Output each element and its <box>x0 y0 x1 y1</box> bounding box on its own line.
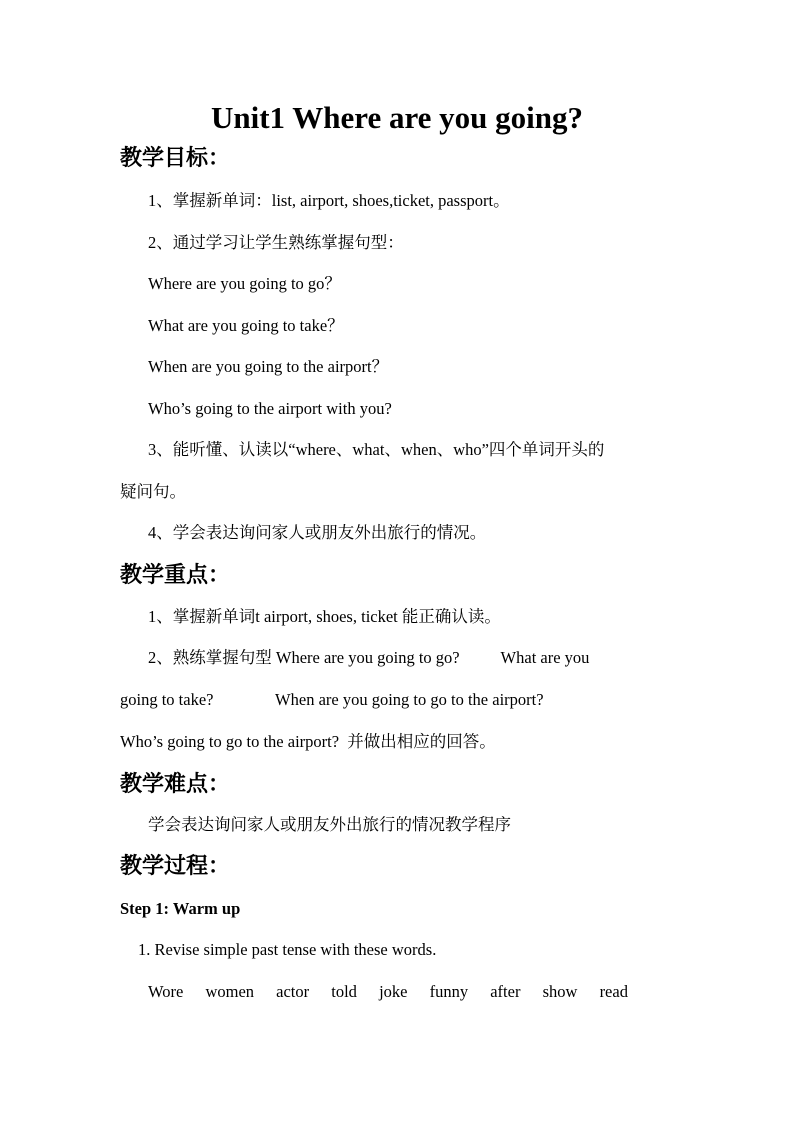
document-title: Unit1 Where are you going? <box>210 100 583 135</box>
objectives-line-4: What are you going to take？ <box>148 316 344 335</box>
objectives-line-5: When are you going to the airport？ <box>148 357 389 376</box>
word-item: show <box>542 982 578 1001</box>
word-item: read <box>599 982 628 1001</box>
key-points-line-1: 1、掌握新单词t airport, shoes, ticket 能正确认读。 <box>148 607 501 626</box>
word-item: women <box>205 982 255 1001</box>
process-heading: 教学过程： <box>120 854 231 879</box>
objectives-line-8: 疑问句。 <box>120 482 186 501</box>
difficulties-heading: 教学难点： <box>120 772 231 797</box>
objectives-line-9: 4、学会表达询问家人或朋友外出旅行的情况。 <box>148 523 487 542</box>
word-item: after <box>490 982 521 1001</box>
objectives-line-3: Where are you going to go？ <box>148 274 341 293</box>
objectives-line-2: 2、通过学习让学生熟练掌握句型： <box>148 233 404 252</box>
key-points-line-2: 2、熟练掌握句型 Where are you going to go? What are you <box>148 648 590 667</box>
word-item: Wore <box>148 982 184 1001</box>
key-points-line-4: Who’s going to go to the airport? 并做出相应的回答。 <box>120 732 496 751</box>
key-points-line-3: going to take? When are you going to go to the airport? <box>120 690 544 709</box>
objectives-heading: 教学目标： <box>120 146 231 171</box>
key-points-heading: 教学重点： <box>120 563 231 588</box>
objectives-line-7: 3、能听懂、认读以“where、what、when、who”四个单词开头的 <box>148 440 605 459</box>
step-1-item-1: 1. Revise simple past tense with these words. <box>138 940 437 959</box>
word-list <box>148 980 646 1004</box>
step-1-heading: Step 1: Warm up <box>120 899 241 918</box>
difficulties-line-1: 学会表达询问家人或朋友外出旅行的情况教学程序 <box>148 815 511 834</box>
word-item: joke <box>379 982 408 1001</box>
word-item: actor <box>276 982 310 1001</box>
word-item: told <box>331 982 357 1001</box>
word-item: funny <box>429 982 469 1001</box>
objectives-line-6: Who’s going to the airport with you? <box>148 399 392 418</box>
objectives-line-1: 1、掌握新单词：list, airport, shoes,ticket, passport。 <box>148 191 510 210</box>
